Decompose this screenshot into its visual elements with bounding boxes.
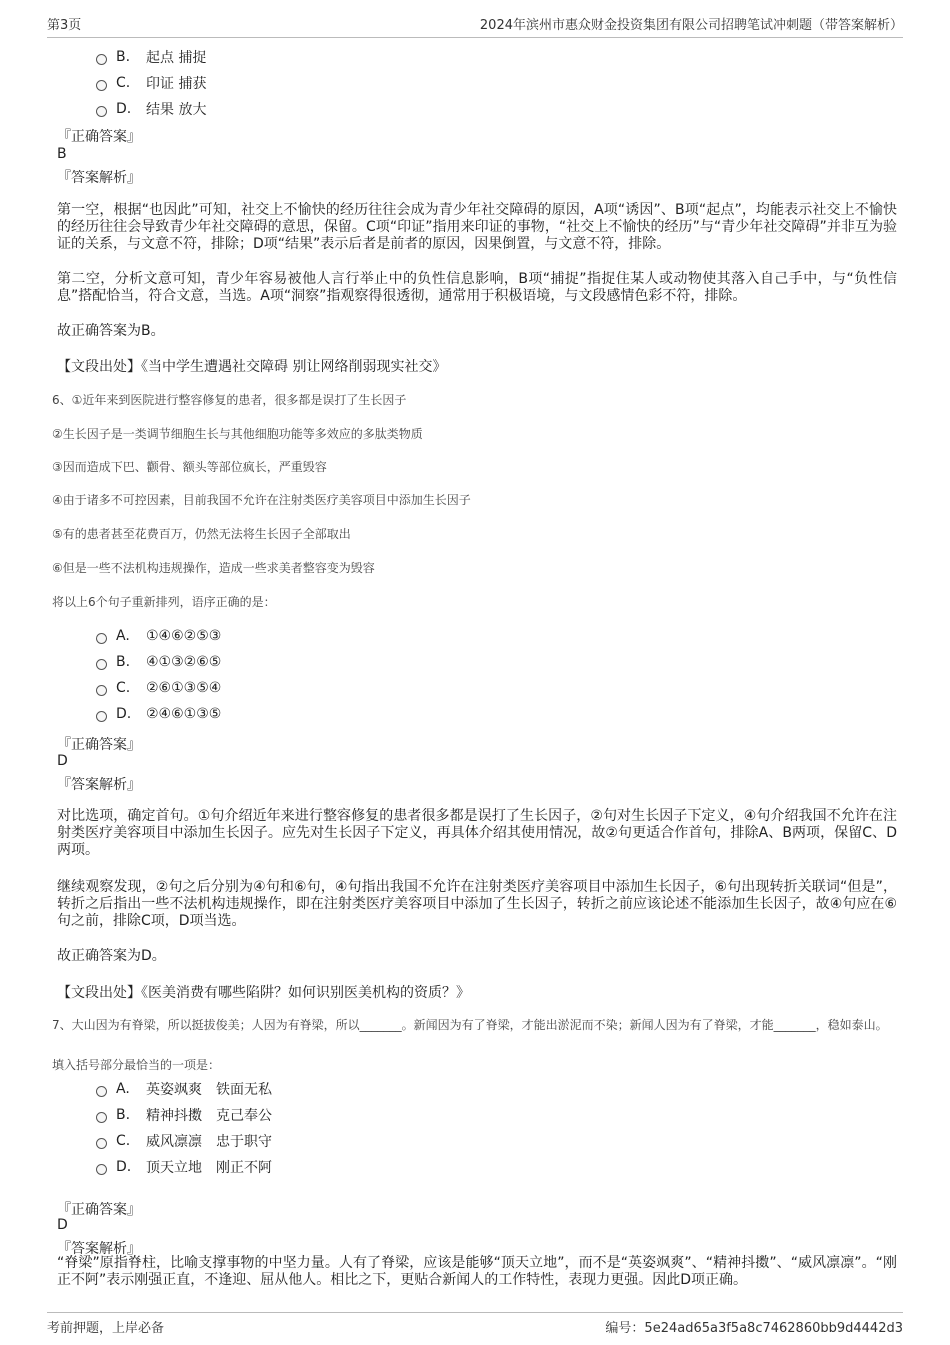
q7-answer-label: 『正确答案』 [57, 1202, 141, 1218]
q5-analysis-p1: 第一空，根据“也因此”可知，社交上不愉快的经历往往会成为青少年社交障碍的原因，A项“诱因”、B项“起点”，均能表示社交上不愉快的经历往往会导致青少年社交障碍的意思，保留。C项“印证”指用来印证的事物，“社交上不愉快的经历”与“青少年社交障碍”并非互为验证的关系，与文意不符，排除；D项“结果”表示后者是前者的原因，因果倒置，与文意不符，排除。 [57, 202, 897, 252]
radio-icon[interactable] [96, 1112, 107, 1123]
q6-source: 【文段出处】《医美消费有哪些陷阱？如何识别医美机构的资质？》 [57, 985, 470, 1001]
q5-answer: B [57, 146, 67, 162]
q7-option-b[interactable]: B. 精神抖擞 克己奉公 [96, 1105, 272, 1125]
q6-analysis-p3: 故正确答案为D。 [57, 948, 166, 964]
q5-option-b[interactable]: B. 起点 捕捉 [96, 47, 206, 67]
q6-sentence-1: 6、①近年来到医院进行整容修复的患者，很多都是误打了生长因子 [52, 393, 407, 407]
q7-option-c[interactable]: C. 威风凛凛 忠于职守 [96, 1131, 272, 1151]
radio-icon[interactable] [96, 1138, 107, 1149]
q6-sentence-3: ③因而造成下巴、颧骨、额头等部位疯长，严重毁容 [52, 460, 327, 474]
q6-option-a[interactable]: A. ①④⑥②⑤③ [96, 628, 221, 644]
q7-option-d[interactable]: D. 顶天立地 刚正不阿 [96, 1157, 272, 1177]
radio-icon[interactable] [96, 659, 107, 670]
radio-icon[interactable] [96, 54, 107, 65]
q6-sentence-6: ⑥但是一些不法机构违规操作，造成一些求美者整容变为毁容 [52, 561, 375, 575]
radio-icon[interactable] [96, 711, 107, 722]
q5-analysis-p2: 第二空，分析文意可知，青少年容易被他人言行举止中的负性信息影响，B项“捕捉”指捉住某人或动物使其落入自己手中，与“负性信息”搭配恰当，符合文意，当选。A项“洞察”指观察得很透彻，通常用于积极语境，与文段感情色彩不符，排除。 [57, 271, 897, 304]
q5-source: 【文段出处】《当中学生遭遇社交障碍 别让网络削弱现实社交》 [57, 359, 447, 375]
q6-option-b[interactable]: B. ④①③②⑥⑤ [96, 654, 221, 670]
q7-option-a[interactable]: A. 英姿飒爽 铁面无私 [96, 1079, 272, 1099]
q5-option-d[interactable]: D. 结果 放大 [96, 99, 206, 119]
radio-icon[interactable] [96, 1086, 107, 1097]
q6-answer-label: 『正确答案』 [57, 737, 141, 753]
radio-icon[interactable] [96, 633, 107, 644]
q5-option-c[interactable]: C. 印证 捕获 [96, 73, 206, 93]
q6-sentence-5: ⑤有的患者甚至花费百万，仍然无法将生长因子全部取出 [52, 527, 351, 541]
q6-sentence-4: ④由于诸多不可控因素，目前我国不允许在注射类医疗美容项目中添加生长因子 [52, 493, 471, 507]
q7-prompt: 填入括号部分最恰当的一项是： [52, 1058, 221, 1072]
q6-option-c[interactable]: C. ②⑥①③⑤④ [96, 680, 221, 696]
q5-answer-label: 『正确答案』 [57, 129, 141, 145]
q6-option-d[interactable]: D. ②④⑥①③⑤ [96, 706, 221, 722]
q7-stem: 7、大山因为有脊梁，所以挺拔俊美；人因为有脊梁，所以_______。新闻因为有了脊梁，才能出淤泥而不染；新闻人因为有了脊梁，才能_______，稳如泰山。 [52, 1018, 888, 1032]
q7-analysis-label: 『答案解析』 [57, 1241, 141, 1257]
q6-analysis-label: 『答案解析』 [57, 777, 141, 793]
q5-analysis-label: 『答案解析』 [57, 170, 141, 186]
footer-slogan: 考前押题，上岸必备 [47, 1321, 165, 1336]
document-title: 2024年滨州市惠众财金投资集团有限公司招聘笔试冲刺题（带答案解析） [479, 18, 903, 33]
page-header [47, 14, 903, 38]
radio-icon[interactable] [96, 1164, 107, 1175]
q6-analysis-p2: 继续观察发现，②句之后分别为④句和⑥句，④句指出我国不允许在注射类医疗美容项目中添加生长因子，⑥句出现转折关联词“但是”，转折之后指出一些不法机构违规操作，即在注射类医疗美容项目中添加了生长因子，转折之前应该论述不能添加生长因子，故④句应在⑥句之前，排除C项，D项当选。 [57, 879, 897, 929]
q6-analysis-p1: 对比选项，确定首句。①句介绍近年来进行整容修复的患者很多都是误打了生长因子，②句对生长因子下定义，④句介绍我国不允许在注射类医疗美容项目中添加生长因子。应先对生长因子下定义，再具体介绍其使用情况，故②句更适合作首句，排除A、B两项，保留C、D两项。 [57, 808, 897, 858]
q5-analysis-p3: 故正确答案为B。 [57, 323, 165, 339]
q6-sentence-2: ②生长因子是一类调节细胞生长与其他细胞功能等多效应的多肽类物质 [52, 427, 423, 441]
footer-serial: 编号：5e24ad65a3f5a8c7462860bb9d4442d3 [605, 1321, 903, 1336]
radio-icon[interactable] [96, 106, 107, 117]
radio-icon[interactable] [96, 685, 107, 696]
page-number: 第3页 [47, 18, 82, 33]
q6-prompt: 将以上6个句子重新排列，语序正确的是： [52, 595, 276, 609]
q7-answer: D [57, 1217, 68, 1233]
radio-icon[interactable] [96, 80, 107, 91]
q6-answer: D [57, 753, 68, 769]
page-footer [47, 1312, 903, 1336]
q7-analysis-p1: “脊梁”原指脊柱，比喻支撑事物的中坚力量。人有了脊梁，应该是能够“顶天立地”，而不是“英姿飒爽”、“精神抖擞”、“威风凛凛”。“刚正不阿”表示刚强正直，不逢迎、屈从他人。相比之下，更贴合新闻人的工作特性，表现力更强。因此D项正确。 [57, 1255, 897, 1288]
